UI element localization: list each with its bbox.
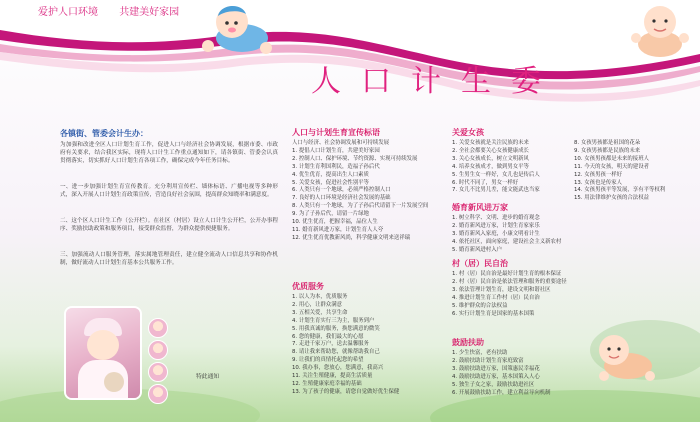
- list-item: 10. 我办事，您放心，您满意，我高兴: [292, 365, 384, 372]
- new-rural-heading: 婚育新风进万家: [452, 203, 508, 212]
- new-rural-list: [452, 215, 561, 255]
- list-item: 2. 全社会都要关心女孩健康成长: [452, 147, 529, 154]
- list-item: 3. 婚育新风入家庭，小康文明看计生: [452, 230, 540, 237]
- list-item: 9. 为了子孙后代，请留一片绿地: [292, 211, 369, 218]
- notice-point-1: 一、进一步加强计划生育宣传教育。充分利用宣传栏、墙体标语、广播电视等多种形式，深入开展人口计划生育政策宣传，营造良好社会氛围，提高群众知晓率和满意度。: [60, 184, 278, 198]
- village-list: [452, 271, 567, 318]
- list-item: 11. 婚育新风进万家，计划生育人人夸: [292, 226, 384, 233]
- list-item: 8. 人类只有一个地球，为了子孙后代请留下一片发展空间: [292, 203, 429, 210]
- list-item: 6. 您的健康，我们最大的心愿: [292, 333, 364, 340]
- list-item: 9. 女孩男孩都是民族的未来: [574, 147, 641, 154]
- list-item: 5. 婚育新风进村入户: [452, 246, 502, 253]
- list-item: 7. 良好的人口环境是经济社会发展的基础: [292, 195, 391, 202]
- list-item: 13. 为了孩子的健康，请您自觉做好优生保健: [292, 388, 400, 395]
- list-item: 6. 实行计划生育是国家的基本国策: [452, 310, 535, 317]
- list-item: 2. 婚育新风进万家，计划生育家家乐: [452, 222, 540, 229]
- crawling-baby-icon: [196, 2, 276, 58]
- list-item: 1. 以人为本，优质服务: [292, 294, 348, 300]
- list-item: 6. 时代不同了，男女一样好: [452, 179, 519, 186]
- services-list: [292, 294, 399, 397]
- slogan-left: 爱护人口环境: [38, 7, 98, 18]
- special-note: 特此通知: [196, 374, 220, 380]
- slogans-heading: 人口与计划生育宣传标语: [292, 128, 380, 137]
- list-item: 5. 独生子女之家，鼓励扶助进社区: [452, 381, 535, 388]
- list-item: 1. 少生快富，老有扶助: [452, 350, 508, 356]
- notice-point-2: 二、这个区人口计生工作（公开栏）。在社区（村居）设立人口计生公开栏，公开办事程序、奖励扶助政策和服务项目，接受群众监督，为群众提供便捷服务。: [60, 218, 278, 232]
- slogans-list: [292, 140, 428, 243]
- list-item: 9. 让我们的真情托起您的希望: [292, 357, 364, 364]
- list-item: 5. 关爱女孩，促进社会性别平等: [292, 179, 369, 186]
- list-item: 14. 女孩男孩平等发展，享有平等权利: [574, 187, 666, 194]
- village-heading: 村（居）民自治: [452, 259, 508, 268]
- list-item: 4. 依托社区，面向家庭，建设社会主义新农村: [452, 238, 562, 245]
- list-item: 7. 女儿不比男儿差，能文能武也当家: [452, 187, 540, 194]
- notice-heading: 各镇街、管委会计生办：: [60, 129, 148, 138]
- list-item: 4. 培养女孩成才，做到男女平等: [452, 163, 529, 170]
- list-item: 3. 关心女孩成长，树立文明新风: [452, 155, 529, 162]
- girls-list: [452, 140, 540, 195]
- list-item: 2. 鼓励扶助计划生育家庭致富: [452, 357, 524, 364]
- photo-bubble: [148, 384, 168, 404]
- list-item: 6. 人类只有一个地球，必须严格控制人口: [292, 187, 391, 194]
- crawling-baby-bottom-icon: [592, 328, 660, 384]
- baby-photo: [66, 308, 140, 398]
- support-list: [452, 350, 551, 397]
- list-item: 12. 优生优育优教新风尚，科学健康文明来送祥瑞: [292, 234, 411, 241]
- services-heading: 优质服务: [292, 282, 324, 291]
- list-item: 6. 开展鼓励扶助工作，建立利益导向机制: [452, 389, 551, 396]
- photo-bubble: [148, 318, 168, 338]
- list-item: 2. 村（居）民自治是依法管理和服务的重要途径: [452, 278, 567, 285]
- photo-bubble: [148, 362, 168, 382]
- list-item: 4. 鼓励扶助进万家，基本国策入人心: [452, 373, 540, 380]
- list-item: 3. 依法管理计划生育，建设文明和谐社区: [452, 286, 551, 293]
- photo-bubble: [148, 340, 168, 360]
- list-item: 1. 关爱女孩就是关注民族的未来: [452, 140, 529, 146]
- list-item: 8. 女孩男孩都是祖国的花朵: [574, 140, 641, 146]
- list-item: 8. 请让我来帮助您，就像帮助我自己: [292, 349, 380, 356]
- list-item: 11. 今天的女孩，明天的建设者: [574, 163, 649, 170]
- list-item: 5. 用我真诚的服务，换您满意的微笑: [292, 325, 380, 332]
- list-item: 1. 村（居）民自治是最好计划生育的根本保证: [452, 271, 562, 277]
- list-item: 11. 关注生殖健康，提高生活质量: [292, 373, 373, 380]
- list-item: 1. 提倡人口计划生育，共建美好家园: [292, 147, 380, 154]
- list-item: 5. 维护群众的合法权益: [452, 302, 508, 309]
- list-item: 人口与经济、社会协调发展和可持续发展: [292, 140, 390, 146]
- list-item: 2. 控制人口、保护环境、节约资源、实现可持续发展: [292, 155, 418, 162]
- girls-list-2: [574, 140, 665, 203]
- list-item: 3. 鼓励扶助进万家，国策惠民幸福花: [452, 365, 540, 372]
- list-item: 12. 生殖健康家庭幸福的基础: [292, 380, 362, 387]
- list-item: 4. 推进计划生育工作村（居）民自治: [452, 294, 540, 301]
- list-item: 10. 优生优育，把握幸福，品位人生: [292, 219, 378, 226]
- list-item: 15. 用法律维护女孩的合法权益: [574, 195, 649, 202]
- list-item: 4. 优生优育，提高出生人口素质: [292, 171, 369, 178]
- slogan-right: 共建美好家园: [119, 7, 180, 18]
- list-item: 12. 女孩男孩一样好: [574, 171, 623, 178]
- main-title: 人口计生委: [311, 64, 561, 99]
- girls-heading: 关爱女孩: [452, 128, 484, 137]
- support-heading: 鼓励扶助: [452, 338, 484, 347]
- list-item: 10. 女孩男孩都是未来的接班人: [574, 155, 649, 162]
- list-item: 13. 女孩也是传家人: [574, 179, 623, 186]
- list-item: 3. 计划生育利国利民，造福子孙后代: [292, 163, 380, 170]
- list-item: 1. 树立科学、文明、进步的婚育观念: [452, 215, 540, 221]
- list-item: 3. 五相关爱，共享生命: [292, 309, 348, 316]
- list-item: 7. 走进千家万户，送去温馨服务: [292, 341, 369, 348]
- sitting-baby-icon: [624, 2, 694, 58]
- header-slogan: [38, 3, 197, 18]
- notice-intro: 为加强和改进全区人口计划生育工作，促进人口与经济社会协调发展，根据市委、市政府有关要求，结合我区实际，现将人口计生工作重点通知如下，请各镇街、管委会认真贯彻落实，切实抓好人口计划生育各项工作，确保完成今年任务目标。: [60, 142, 278, 164]
- list-item: 4. 计划生育实行三为主，服务到户: [292, 317, 375, 324]
- notice-point-3: 三、加强流动人口服务管理，落实属地管理责任，建立健全流动人口信息共享和协作机制，做好流动人口计划生育基本公共服务工作。: [60, 252, 278, 266]
- list-item: 2. 用心，让群众满意: [292, 301, 342, 308]
- list-item: 5. 生男生女一样好，女儿也是传后人: [452, 171, 540, 178]
